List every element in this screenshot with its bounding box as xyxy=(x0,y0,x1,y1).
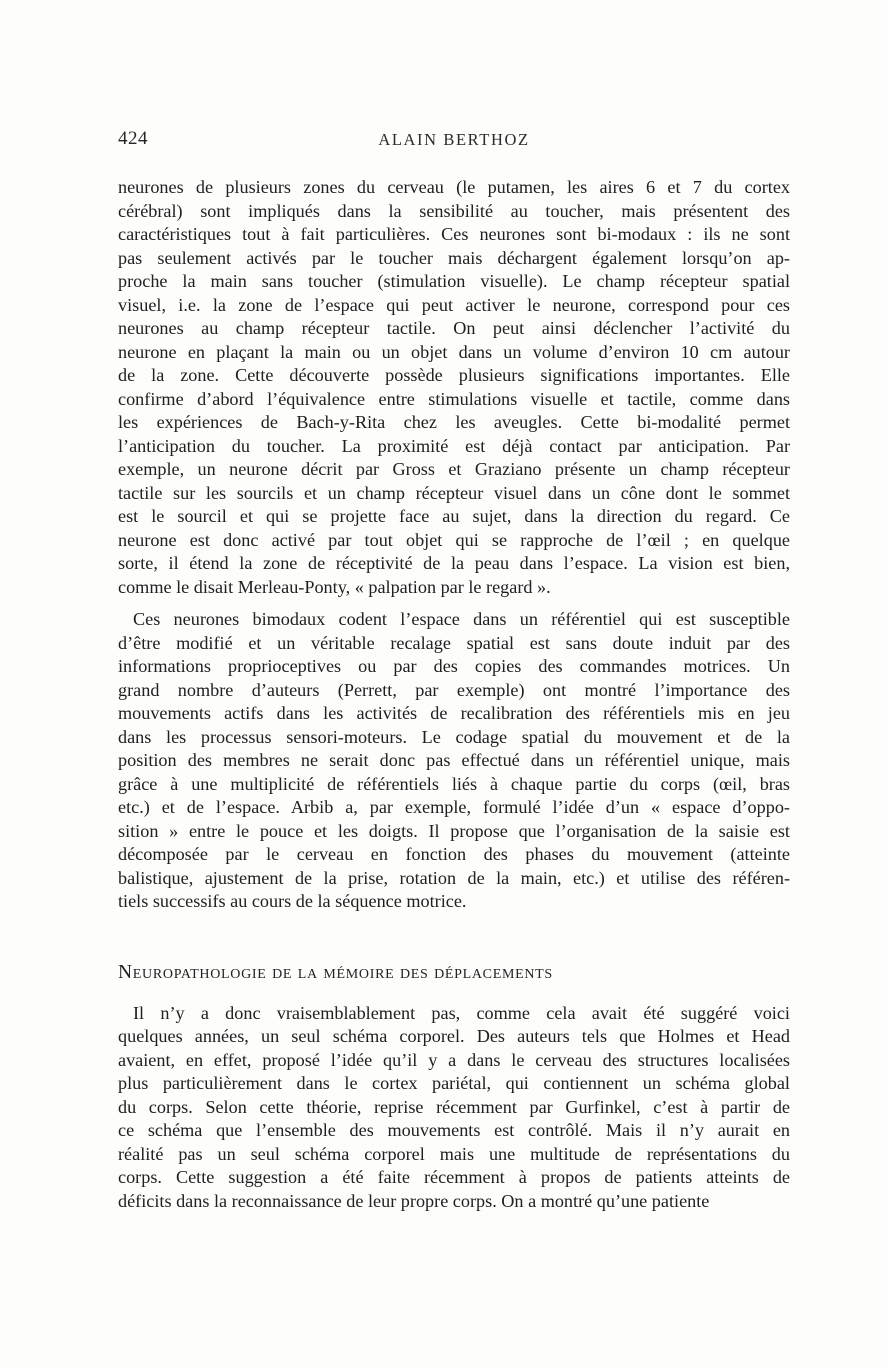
page-body xyxy=(118,176,790,1213)
text-line: comme le disait Merleau-Ponty, « palpation par le regard ». xyxy=(118,576,551,597)
text-line: etc.) et de l’espace. Arbib a, par exemple, formulé l’idée d’un « espace d’oppo- xyxy=(118,797,790,817)
page-number: 424 xyxy=(118,128,148,149)
text-line: avaient, en effet, proposé l’idée qu’il y a dans le cerveau des structures localisées xyxy=(118,1049,790,1070)
text-line: quelques années, un seul schéma corporel. Des auteurs tels que Holmes et Head xyxy=(118,1026,790,1046)
text-line: exemple, un neurone décrit par Gross et Graziano présente un champ récepteur xyxy=(118,459,790,479)
text-line: balistique, ajustement de la prise, rotation de la main, etc.) et utilise des référen- xyxy=(118,867,790,888)
paragraph xyxy=(118,608,790,914)
paragraph xyxy=(118,176,790,599)
text-line: cérébral) sont impliqués dans la sensibilité au toucher, mais présentent des xyxy=(118,200,790,221)
text-line: est le sourcil et qui se projette face au sujet, dans la direction du regard. Ce xyxy=(118,506,790,526)
text-line: du corps. Selon cette théorie, reprise récemment par Gurfinkel, c’est à partir de xyxy=(118,1096,790,1117)
text-line: neurone est donc activé par tout objet qui se rapproche de l’œil ; en quelque xyxy=(118,529,790,550)
page-header xyxy=(118,128,790,154)
text-line: pas seulement activés par le toucher mais déchargent également lorsqu’on ap- xyxy=(118,247,790,268)
text-line: l’anticipation du toucher. La proximité est déjà contact par anticipation. Par xyxy=(118,435,790,456)
text-line: sition » entre le pouce et les doigts. Il propose que l’organisation de la saisie est xyxy=(118,820,790,841)
text-line: informations proprioceptives ou par des copies des commandes motrices. Un xyxy=(118,656,790,676)
text-line: proche la main sans toucher (stimulation visuelle). Le champ récepteur spatial xyxy=(118,271,790,291)
text-line: les expériences de Bach-y-Rita chez les aveugles. Cette bi-modalité permet xyxy=(118,412,790,432)
text-line: de la zone. Cette découverte possède plusieurs significations importantes. Elle xyxy=(118,365,790,385)
running-head: ALAIN BERTHOZ xyxy=(378,130,530,149)
text-line: dans les processus sensori-moteurs. Le codage spatial du mouvement et de la xyxy=(118,726,790,747)
text-line: tiels successifs au cours de la séquence motrice. xyxy=(118,891,467,911)
text-line: neurones au champ récepteur tactile. On peut ainsi déclencher l’activité du xyxy=(118,318,790,338)
text-line: grand nombre d’auteurs (Perrett, par exemple) ont montré l’importance des xyxy=(118,679,790,700)
text-line: Il n’y a donc vraisemblablement pas, comme cela avait été suggéré voici xyxy=(133,1002,790,1023)
text-line: visuel, i.e. la zone de l’espace qui peut activer le neurone, correspond pour ces xyxy=(118,294,790,315)
text-line: neurone en plaçant la main ou un objet dans un volume d’environ 10 cm autour xyxy=(118,341,790,362)
text-line: déficits dans la reconnaissance de leur propre corps. On a montré qu’une patiente xyxy=(118,1190,710,1211)
paragraph xyxy=(118,1002,790,1214)
text-line: position des membres ne serait donc pas effectué dans un référentiel unique, mais xyxy=(118,750,790,770)
text-line: Ces neurones bimodaux codent l’espace dans un référentiel qui est susceptible xyxy=(133,609,790,629)
text-line: neurones de plusieurs zones du cerveau (le putamen, les aires 6 et 7 du cortex xyxy=(118,177,790,197)
text-line: corps. Cette suggestion a été faite récemment à propos de patients atteints de xyxy=(118,1167,790,1187)
section-heading: Neuropathologie de la mémoire des déplacements xyxy=(118,961,553,983)
text-line: ce schéma que l’ensemble des mouvements est contrôlé. Mais il n’y aurait en xyxy=(118,1120,790,1140)
text-line: tactile sur les sourcils et un champ récepteur visuel dans un cône dont le sommet xyxy=(118,482,790,503)
text-line: d’être modifié et un véritable recalage spatial est sans doute induit par des xyxy=(118,632,790,653)
text-line: grâce à une multiplicité de référentiels liés à chaque partie du corps (œil, bras xyxy=(118,773,790,794)
text-line: caractéristiques tout à fait particulières. Ces neurones sont bi-modaux : ils ne sont xyxy=(118,224,790,244)
text-line: plus particulièrement dans le cortex pariétal, qui contiennent un schéma global xyxy=(118,1073,790,1093)
text-line: mouvements actifs dans les activités de recalibration des référentiels mis en jeu xyxy=(118,703,790,723)
text-line: décomposée par le cerveau en fonction des phases du mouvement (atteinte xyxy=(118,844,790,864)
text-line: confirme d’abord l’équivalence entre stimulations visuelle et tactile, comme dans xyxy=(118,388,790,409)
text-line: réalité pas un seul schéma corporel mais une multitude de représentations du xyxy=(118,1143,790,1164)
text-line: sorte, il étend la zone de réceptivité de la peau dans l’espace. La vision est bien, xyxy=(118,553,790,573)
